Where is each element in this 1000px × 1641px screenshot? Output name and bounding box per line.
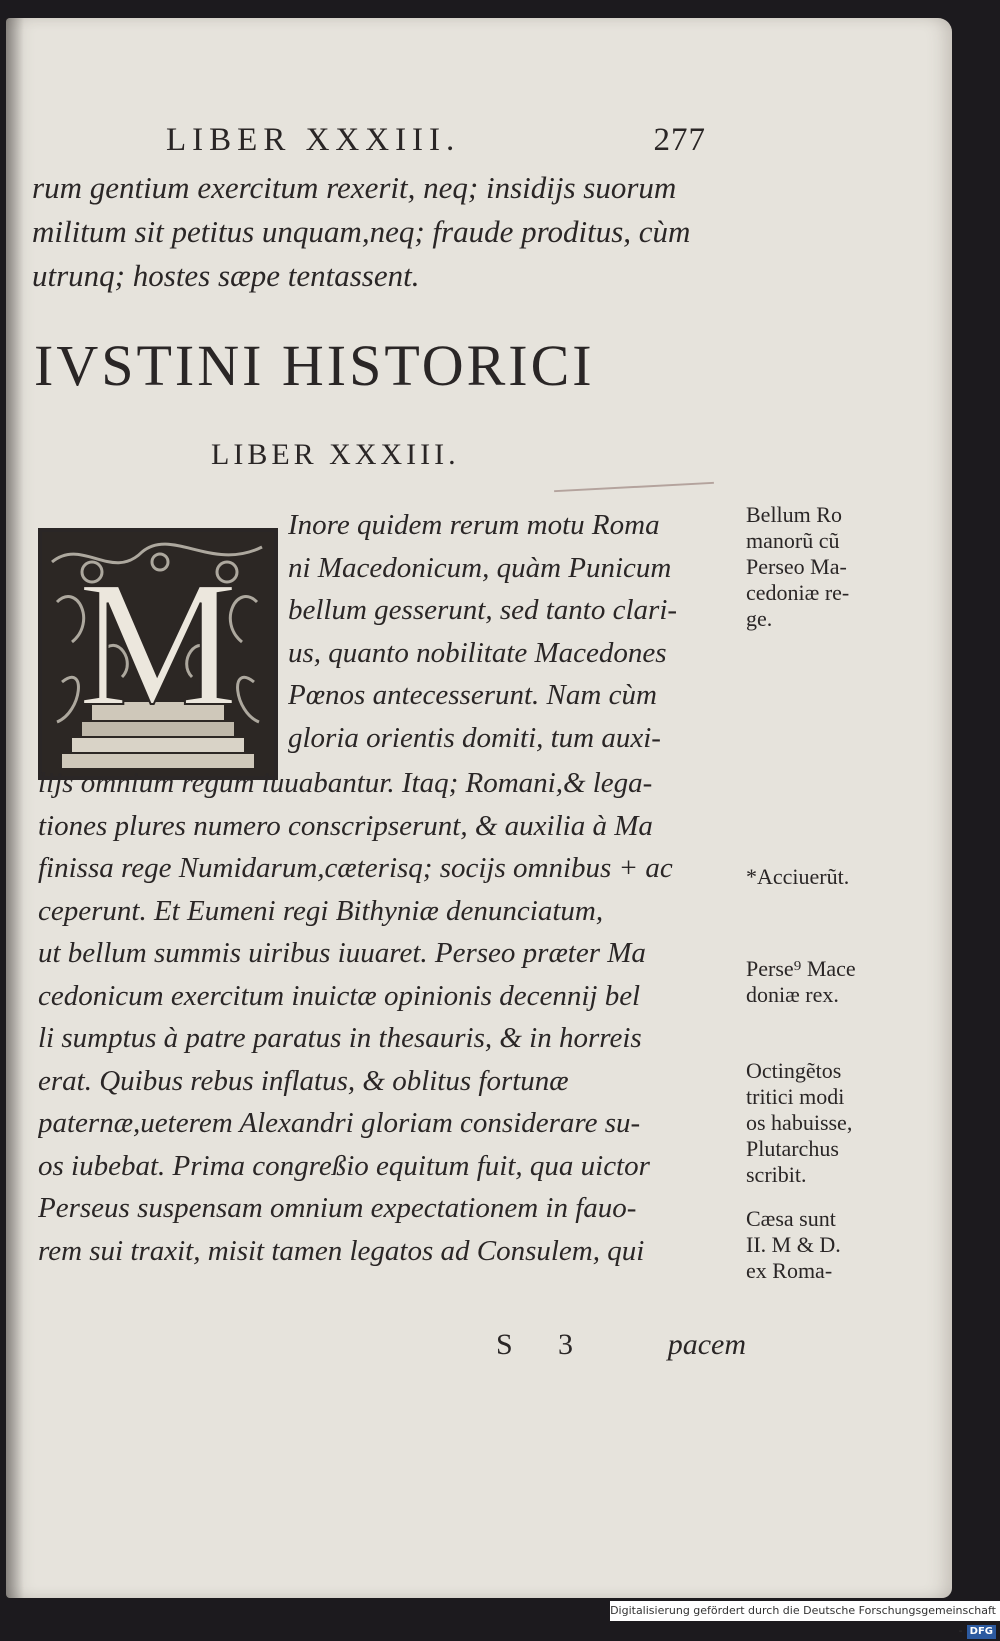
margin-note-bellum: Bellum Ro manorũ cũ Perseo Ma- cedoniæ re- ge.	[746, 502, 850, 631]
decorated-initial	[38, 528, 278, 780]
text-line: paternæ,ueterem Alexandri gloriam considerare su-	[38, 1107, 641, 1139]
text-line: ut bellum summis uiribus iuuaret. Perseo præter Ma	[38, 937, 646, 969]
margin-note-acciuerunt: *Acciuerũt.	[746, 864, 850, 889]
ink-annotation	[554, 482, 714, 492]
running-head	[166, 122, 706, 162]
svg-text:M: M	[77, 544, 239, 743]
book-page	[6, 18, 952, 1598]
text-line: ceperunt. Et Eumeni regi Bithyniæ denunciatum,	[38, 894, 604, 927]
text-line: gloria orientis domiti, tum auxi-	[288, 721, 661, 754]
margin-note-perseus: Perse⁹ Mace doniæ rex.	[746, 956, 856, 1007]
text-line: os iubebat. Prima congreßio equitum fuit, qua uictor	[38, 1149, 650, 1182]
body-text-narrow	[288, 504, 728, 759]
text-line: lijs omnium regum iuuabantur. Itaq; Romani,& lega-	[38, 767, 653, 799]
page-number: 277	[653, 122, 706, 158]
decorated-initial-m-icon	[42, 532, 274, 776]
carryover-text: rum gentium exercitum rexerit, neq; insidijs suorum militum sit petitus unquam,neq; fraude proditus, cùm utrunq; hostes sæpe tentassent.	[32, 170, 691, 293]
catchword: pacem	[667, 1328, 746, 1361]
text-line: Inore quidem rerum motu Roma	[288, 509, 660, 541]
margin-note-plutarchus: Octingẽtos tritici modi os habuisse, Plutarchus scribit.	[746, 1058, 853, 1187]
signature-line	[496, 1328, 746, 1368]
text-line: li sumptus à patre paratus in thesauris, & in horreis	[38, 1022, 642, 1054]
text-line: Pœnos antecesserunt. Nam cùm	[288, 679, 657, 711]
signature-mark: S	[496, 1328, 513, 1361]
text-line: us, quanto nobilitate Macedones	[288, 636, 667, 669]
chapter-subtitle: LIBER XXXIII.	[211, 438, 460, 471]
text-line: Perseus suspensam omnium expectationem in fauo-	[38, 1192, 637, 1224]
text-line: bellum gesserunt, sed tanto clari-	[288, 594, 678, 626]
text-line: cedonicum exercitum inuictæ opinionis decennij bel	[38, 979, 641, 1012]
text-line: rem sui traxit, misit tamen legatos ad Consulem, qui	[38, 1234, 645, 1267]
footer-text: Digitalisierung gefördert durch die Deutsche Forschungsgemeinschaft -	[610, 1604, 996, 1637]
body-text-full	[38, 762, 738, 1272]
text-line: tiones plures numero conscripserunt, & auxilia à Ma	[38, 809, 653, 842]
dfg-logo-icon: DFG	[967, 1625, 996, 1639]
margin-note-caesa: Cæsa sunt II. M & D. ex Roma-	[746, 1206, 841, 1283]
digitization-footer	[610, 1601, 1000, 1637]
text-line: ni Macedonicum, quàm Punicum	[288, 551, 672, 584]
chapter-title: IVSTINI HISTORICI	[34, 333, 595, 398]
signature-number: 3	[558, 1328, 573, 1361]
running-head-book: LIBER XXXIII.	[166, 122, 461, 158]
text-line: finissa rege Numidarum,cæterisq; socijs omnibus + ac	[38, 852, 673, 884]
text-line: erat. Quibus rebus inflatus, & oblitus fortunæ	[38, 1064, 569, 1097]
